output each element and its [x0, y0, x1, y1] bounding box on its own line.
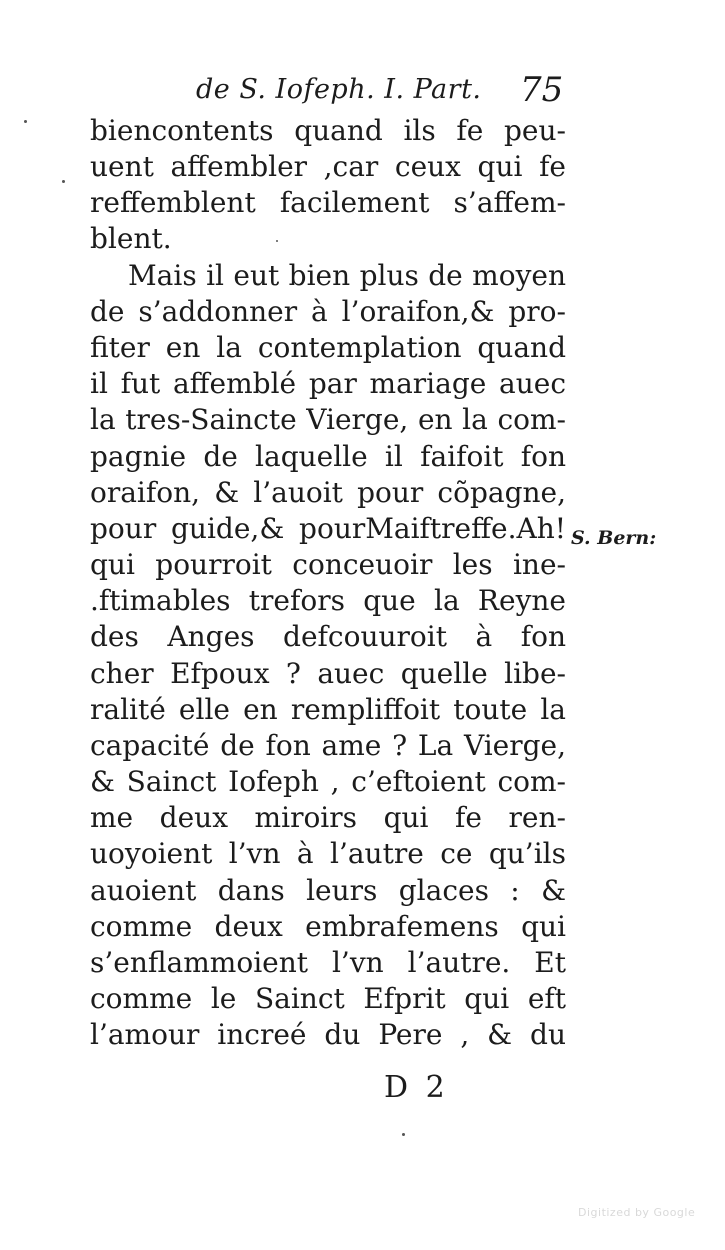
text-line: comme le Sainct Efprit qui eft	[90, 982, 566, 1015]
text-line: capacité de fon ame ? La Vierge,	[90, 729, 566, 762]
text-line: comme deux embrafemens qui	[90, 910, 566, 943]
ink-speck	[24, 120, 27, 123]
text-line: fiter en la contemplation quand	[90, 331, 566, 364]
text-line: reffemblent facilement s’affem-	[90, 186, 566, 219]
ink-speck	[276, 240, 278, 242]
text-line: ralité elle en rempliffoit toute la	[90, 693, 566, 726]
paragraph-first-line: Mais il eut bien plus de moyen	[128, 259, 566, 292]
text-line: pagnie de laquelle il faifoit fon	[90, 440, 566, 473]
text-line: cher Efpoux ? auec quelle libe-	[90, 657, 566, 690]
text-line: biencontents quand ils fe peu-	[90, 114, 566, 147]
text-line: .ftimables trefors que la Reyne	[90, 584, 566, 617]
text-line: de s’addonner à l’oraifon,& pro-	[90, 295, 566, 328]
signature-mark: D 2	[384, 1070, 449, 1105]
watermark: Digitized by Google	[578, 1206, 696, 1219]
text-line: auoient dans leurs glaces : &	[90, 874, 566, 907]
text-line: s’enflammoient l’vn l’autre. Et	[90, 946, 566, 979]
ink-speck	[62, 180, 65, 183]
text-line: me deux miroirs qui fe ren-	[90, 801, 566, 834]
text-line: il fut affemblé par mariage auec	[90, 367, 566, 400]
text-line: pour guide,& pourMaiftreffe.Ah!	[90, 512, 566, 545]
running-title: de S. Iofeph. I. Part.	[196, 74, 482, 105]
page-number: 75	[520, 70, 564, 110]
text-line: des Anges defcouuroit à fon	[90, 620, 566, 653]
text-line: blent.	[90, 222, 172, 255]
text-line: l’amour increé du Pere , & du	[90, 1018, 566, 1051]
text-line: uent affembler ,car ceux qui fe	[90, 150, 566, 183]
text-line: uoyoient l’vn à l’autre ce qu’ils	[90, 837, 566, 870]
text-line: la tres-Saincte Vierge, en la com-	[90, 403, 566, 436]
ink-speck	[402, 1133, 405, 1136]
margin-note: S. Bern:	[571, 527, 657, 549]
text-line: & Sainct Iofeph , c’eftoient com-	[90, 765, 566, 798]
text-line: qui pourroit conceuoir les ine-	[90, 548, 566, 581]
text-line: oraifon, & l’auoit pour cõpagne,	[90, 476, 566, 509]
